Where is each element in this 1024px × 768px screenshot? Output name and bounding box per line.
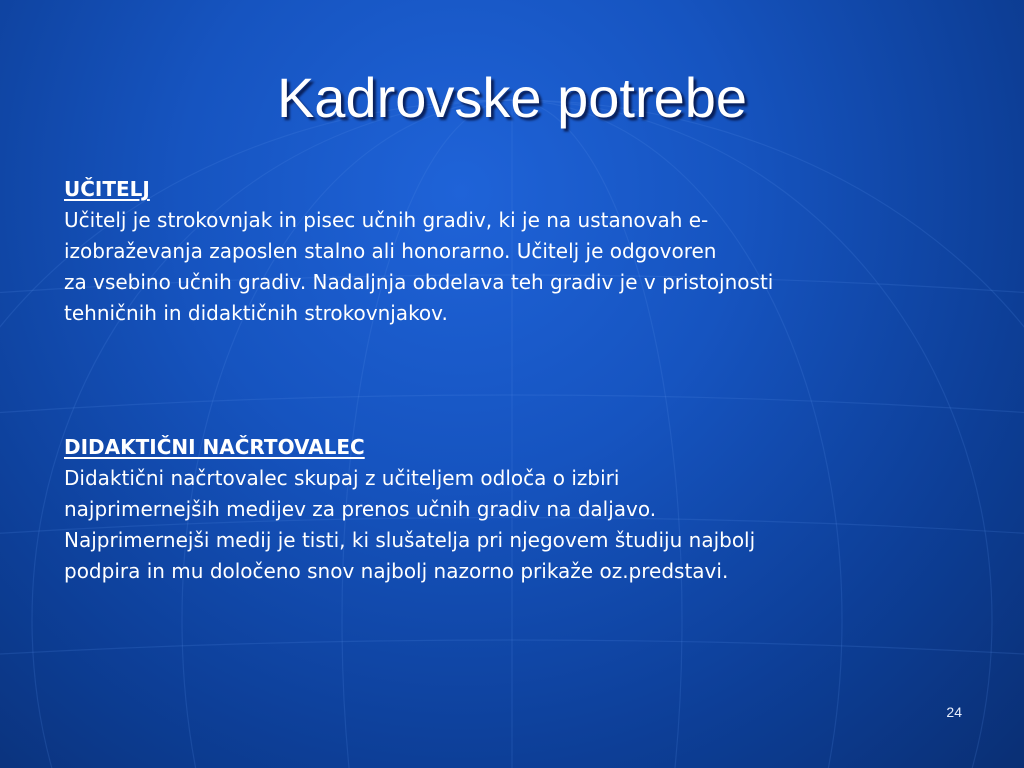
section-ucitelj xyxy=(64,174,994,329)
section-didakticni-nacrtovalec xyxy=(64,432,994,587)
section-text: Učitelj je strokovnjak in pisec učnih gradiv, ki je na ustanovah e- izobraževanja zaposlen stalno ali honorarno. Učitelj je odgovoren za vsebino učnih gradiv. Nadaljnja obdelava teh gradiv je v pristojnosti tehničnih in didaktičnih strokovnjakov. xyxy=(64,208,774,325)
page-number: 24 xyxy=(946,704,962,720)
section-heading: DIDAKTIČNI NAČRTOVALEC xyxy=(64,435,365,459)
section-text: Didaktični načrtovalec skupaj z učiteljem odloča o izbiri najprimernejših medijev za prenos učnih gradiv na daljavo. Najprimernejši medij je tisti, ki slušatelja pri njegovem študiju najbolj podpira in mu določeno snov najbolj nazorno prikaže oz.predstavi. xyxy=(64,466,756,583)
section-heading: UČITELJ xyxy=(64,177,150,201)
slide-body xyxy=(64,174,994,587)
slide-title: Kadrovske potrebe xyxy=(276,66,748,129)
